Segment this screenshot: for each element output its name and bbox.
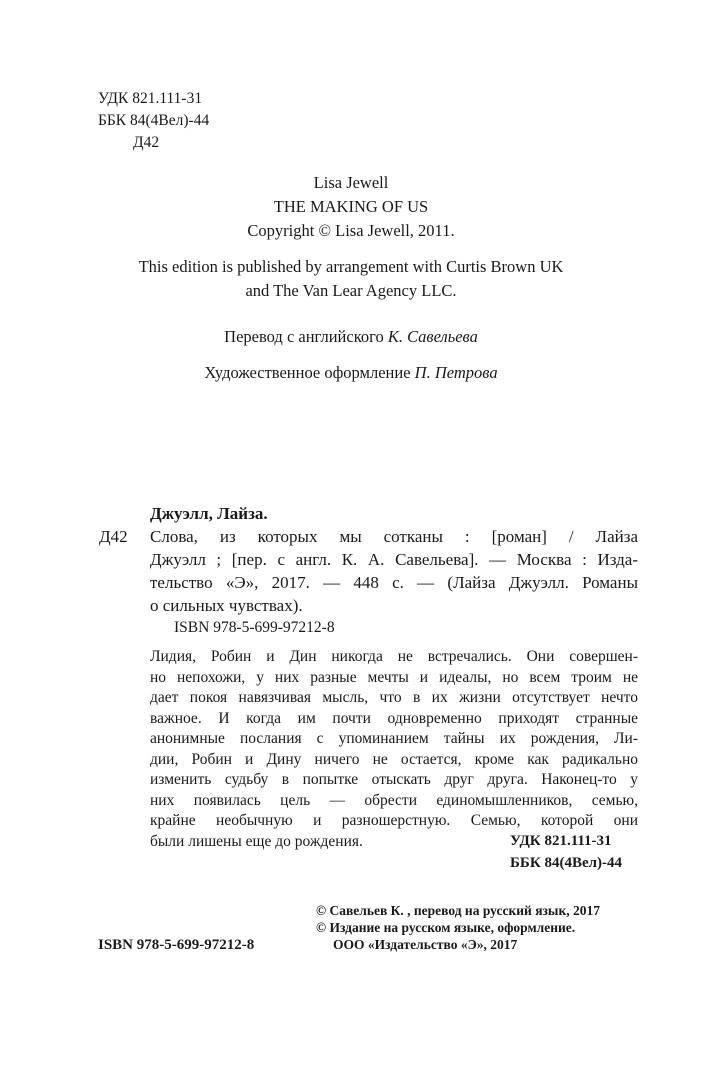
bibliographic-line: Джуэлл ; [пер. с англ. К. А. Савельева]. — Москва : Изда- <box>150 550 638 569</box>
udk-code-top: УДК 821.111-31 <box>98 90 203 107</box>
annotation-line: были лишены еще до рождения. <box>150 832 363 850</box>
design-label: Художественное оформление <box>204 363 411 382</box>
annotation-line: дии, Робин и Дину ничего не остается, кроме как радикально <box>150 750 638 768</box>
copyright-line-1: © Савельев К. , перевод на русский язык, 2017 <box>316 903 600 918</box>
copyright-line-2: © Издание на русском языке, оформление. <box>316 920 576 935</box>
translation-label: Перевод с английского <box>224 327 384 346</box>
bibliographic-line: тельство «Э», 2017. — 448 с. — (Лайза Джуэлл. Романы <box>150 573 638 592</box>
bibliographic-line: о сильных чувствах). <box>150 596 303 615</box>
bibliographic-isbn: ISBN 978-5-699-97212-8 <box>174 619 335 636</box>
copyright-line-3: ООО «Издательство «Э», 2017 <box>333 937 518 952</box>
annotation-line: Лидия, Робин и Дин никогда не встречались. Они совершен- <box>150 648 638 665</box>
translation-credit <box>0 324 702 350</box>
annotation-line: крайне необычную и разношерстную. Семью, которой они <box>150 812 638 829</box>
udk-code-bottom: УДК 821.111-31 <box>510 833 612 849</box>
edition-note-line-2: and The Van Lear Agency LLC. <box>245 281 457 300</box>
bibliographic-line: Слова, из которых мы сотканы : [роман] / Лайза <box>150 527 638 546</box>
annotation-line: них появилась цель — обрести единомышленников, семью, <box>150 791 638 809</box>
edition-note-line-1: This edition is published by arrangement with Curtis Brown UK <box>138 257 564 276</box>
bibliographic-author-heading: Джуэлл, Лайза. <box>150 504 268 523</box>
original-copyright: Copyright © Lisa Jewell, 2011. <box>247 221 455 240</box>
designer-name: П. Петрова <box>414 363 498 382</box>
author-mark-top: Д42 <box>133 134 160 151</box>
bottom-isbn: ISBN 978-5-699-97212-8 <box>98 937 255 953</box>
annotation-line: дает покоя навязчивая мысль, что в их жизни отсутствует нечто <box>150 689 638 706</box>
translator-name: К. Савельева <box>387 327 478 346</box>
bibliographic-description <box>150 525 638 617</box>
annotation <box>150 647 638 852</box>
bibliographic-mark: Д42 <box>99 527 128 546</box>
annotation-line: но непохожи, у них разные мечты и идеалы, но всем троим не <box>150 668 638 686</box>
annotation-line: важное. И когда им почти одновременно приходят странные <box>150 709 638 727</box>
original-title: THE MAKING OF US <box>273 197 429 216</box>
annotation-line: анонимные послания с упоминанием тайны их рождения, Ли- <box>150 730 638 747</box>
design-credit <box>0 360 702 386</box>
original-author: Lisa Jewell <box>313 173 389 192</box>
annotation-line: изменить судьбу в попытке отыскать друг друга. Наконец-то у <box>150 771 638 788</box>
bbk-code-top: ББК 84(4Вел)-44 <box>98 112 210 129</box>
bbk-code-bottom: ББК 84(4Вел)-44 <box>510 855 623 871</box>
